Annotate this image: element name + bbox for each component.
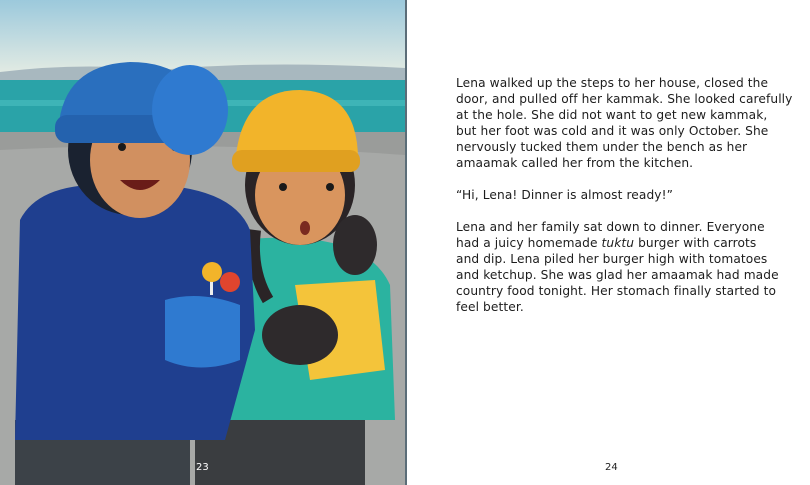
text-line: Lena and her family sat down to dinner. Everyone <box>456 220 765 234</box>
text-line: and ketchup. She was glad her amaamak had made <box>456 268 779 282</box>
italic-word: tuktu <box>601 236 635 250</box>
mitten <box>165 296 240 368</box>
text-line: Lena walked up the steps to her house, closed the <box>456 76 769 90</box>
text-line: nervously tucked them under the bench as her <box>456 140 748 154</box>
paragraph-1 <box>456 75 796 171</box>
text-line: amaamak called her from the kitchen. <box>456 156 694 170</box>
paragraph-2 <box>456 187 796 203</box>
text-line <box>456 235 796 251</box>
text-line: but her foot was cold and it was only October. She <box>456 124 769 138</box>
paragraph-3 <box>456 219 796 315</box>
page-number-right: 24 <box>605 462 618 473</box>
text-line: country food tonight. Her stomach finally started to <box>456 284 777 298</box>
text-page <box>407 0 810 485</box>
text-run: had a juicy homemade <box>456 236 602 250</box>
story-text <box>456 75 796 331</box>
text-line: “Hi, Lena! Dinner is almost ready!” <box>456 188 674 202</box>
text-line: and dip. Lena piled her burger high with tomatoes <box>456 252 768 266</box>
lollipop <box>202 262 222 282</box>
mitten-raised <box>152 65 228 155</box>
glove <box>262 305 338 365</box>
text-line: feel better. <box>456 300 524 314</box>
page-number-left: 23 <box>196 462 209 473</box>
text-run: burger with carrots <box>634 236 757 250</box>
text-line: door, and pulled off her kammak. She looked carefully <box>456 92 793 106</box>
text-line: at the hole. She did not want to get new kammak, <box>456 108 768 122</box>
